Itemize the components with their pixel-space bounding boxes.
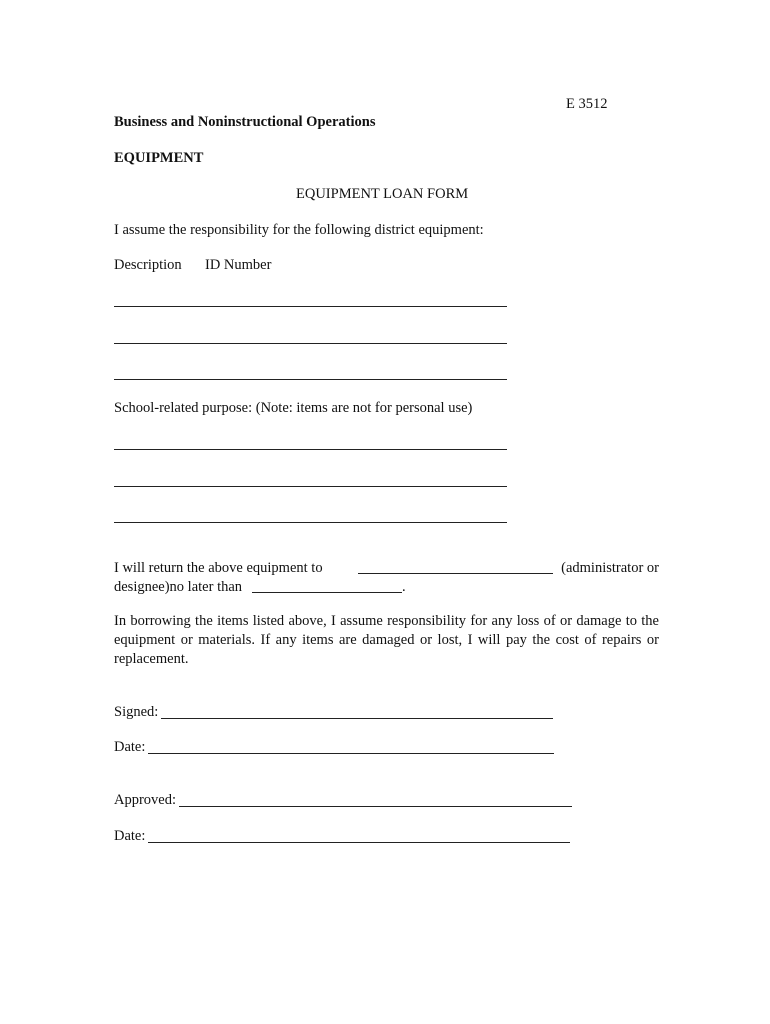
- purpose-line-1[interactable]: [114, 449, 507, 450]
- responsibility-text: In borrowing the items listed above, I assume responsibility for any loss of or damage to the equipment or materials. If any items are damaged or lost, I will pay the cost of repairs or replacement.: [114, 613, 659, 667]
- return-text-part2: designee)no later than: [114, 579, 243, 595]
- intro-text: I assume the responsibility for the following district equipment:: [114, 222, 484, 238]
- date-label-1: Date:: [114, 739, 146, 755]
- approved-label: Approved:: [114, 792, 177, 808]
- return-to-field[interactable]: [358, 573, 553, 574]
- date-field-2[interactable]: [148, 842, 570, 843]
- section-heading: Business and Noninstructional Operations: [114, 114, 376, 130]
- topic-heading: EQUIPMENT: [114, 150, 204, 166]
- purpose-line-3[interactable]: [114, 522, 507, 523]
- form-title: EQUIPMENT LOAN FORM: [296, 186, 469, 202]
- signed-label: Signed:: [114, 704, 159, 720]
- return-text-part2-start: (administrator or: [561, 560, 659, 576]
- return-text-period: .: [402, 579, 406, 595]
- date-label-2: Date:: [114, 828, 146, 844]
- description-column-label: Description: [114, 257, 182, 273]
- date-field-1[interactable]: [148, 753, 554, 754]
- purpose-label: School-related purpose: (Note: items are not for personal use): [114, 400, 473, 416]
- signed-field[interactable]: [161, 718, 553, 719]
- equipment-line-3[interactable]: [114, 379, 507, 380]
- equipment-line-2[interactable]: [114, 343, 507, 344]
- document-code: E 3512: [566, 96, 608, 112]
- approved-field[interactable]: [179, 806, 572, 807]
- equipment-line-1[interactable]: [114, 306, 507, 307]
- return-text-part1: I will return the above equipment to: [114, 560, 323, 576]
- return-date-field[interactable]: [252, 592, 402, 593]
- id-number-column-label: ID Number: [205, 257, 272, 273]
- purpose-line-2[interactable]: [114, 486, 507, 487]
